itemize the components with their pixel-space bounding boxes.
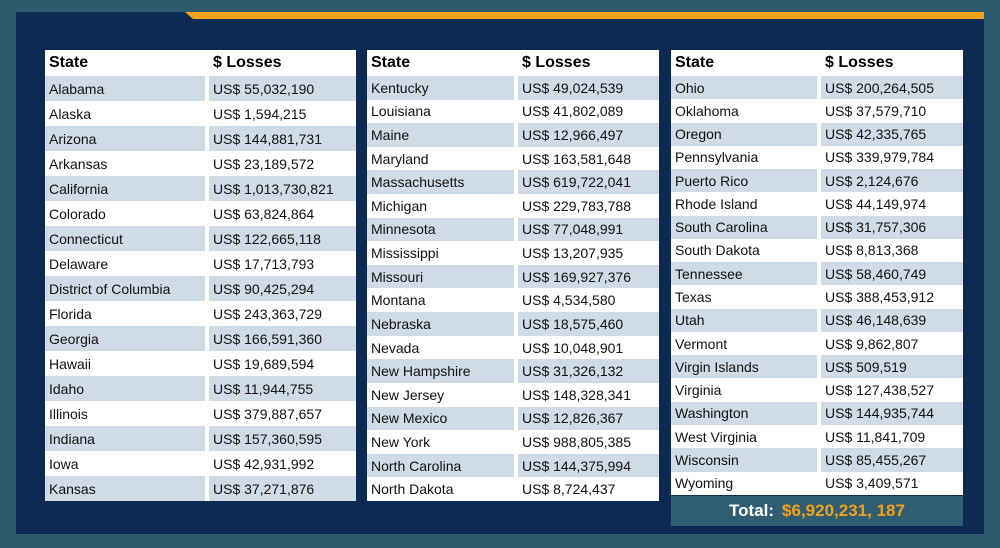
losses-column-header: $ Losses bbox=[518, 50, 659, 76]
losses-cell: US$ 63,824,864 bbox=[213, 205, 315, 222]
losses-cell: US$ 42,335,765 bbox=[821, 123, 963, 146]
total-label: Total: bbox=[729, 501, 775, 520]
losses-cell: US$ 157,360,595 bbox=[209, 426, 356, 451]
losses-table-1 bbox=[45, 50, 356, 501]
state-cell: Utah bbox=[671, 309, 817, 332]
state-cell: Arizona bbox=[45, 126, 205, 151]
state-cell: Tennessee bbox=[671, 262, 817, 285]
table-row bbox=[45, 426, 356, 451]
table-header bbox=[671, 50, 963, 76]
table-row bbox=[45, 476, 356, 501]
losses-cell: US$ 339,979,784 bbox=[825, 149, 934, 166]
state-cell: North Dakota bbox=[371, 481, 454, 498]
losses-cell: US$ 37,579,710 bbox=[825, 102, 927, 119]
losses-cell: US$ 8,724,437 bbox=[522, 481, 616, 498]
losses-cell: US$ 11,944,755 bbox=[209, 376, 356, 401]
state-cell: Florida bbox=[49, 305, 92, 322]
state-cell: New Mexico bbox=[367, 407, 514, 431]
state-column-header: State bbox=[45, 50, 205, 76]
table-row bbox=[45, 201, 356, 226]
state-cell: New Hampshire bbox=[367, 359, 514, 383]
losses-cell: US$ 144,935,744 bbox=[821, 402, 963, 425]
accent-bar bbox=[185, 12, 984, 19]
losses-cell: US$ 49,024,539 bbox=[518, 76, 659, 100]
state-cell: Louisiana bbox=[371, 103, 431, 120]
table-row bbox=[671, 146, 963, 169]
state-cell: Connecticut bbox=[45, 226, 205, 251]
state-cell: Indiana bbox=[45, 426, 205, 451]
state-cell: Arkansas bbox=[49, 155, 108, 172]
table-row bbox=[367, 383, 659, 407]
losses-cell: US$ 31,757,306 bbox=[821, 216, 963, 239]
table-row bbox=[45, 276, 356, 301]
table-row bbox=[45, 301, 356, 326]
state-cell: Kentucky bbox=[367, 76, 514, 100]
state-cell: Montana bbox=[371, 292, 426, 309]
losses-cell: US$ 988,805,385 bbox=[522, 433, 631, 450]
state-cell: Delaware bbox=[49, 255, 109, 272]
losses-cell: US$ 37,271,876 bbox=[209, 476, 356, 501]
table-row bbox=[671, 285, 963, 308]
losses-cell: US$ 44,149,974 bbox=[825, 195, 927, 212]
table-row bbox=[671, 472, 963, 495]
losses-cell: US$ 55,032,190 bbox=[209, 76, 356, 101]
losses-cell: US$ 229,783,788 bbox=[522, 197, 631, 214]
state-cell: Pennsylvania bbox=[675, 149, 759, 166]
losses-cell: US$ 166,591,360 bbox=[209, 326, 356, 351]
losses-cell: US$ 85,455,267 bbox=[821, 448, 963, 471]
state-cell: Mississippi bbox=[371, 245, 439, 262]
table-row bbox=[671, 76, 963, 99]
losses-cell: US$ 13,207,935 bbox=[522, 245, 624, 262]
table-row bbox=[367, 123, 659, 147]
table-row bbox=[367, 454, 659, 478]
table-row bbox=[45, 401, 356, 426]
state-cell: Vermont bbox=[675, 335, 728, 352]
table-row bbox=[671, 169, 963, 192]
table-row bbox=[367, 359, 659, 383]
losses-cell: US$ 127,438,527 bbox=[825, 382, 934, 399]
table-row bbox=[367, 288, 659, 312]
state-cell: Texas bbox=[675, 289, 712, 306]
table-row bbox=[45, 326, 356, 351]
losses-cell: US$ 10,048,901 bbox=[522, 339, 624, 356]
losses-cell: US$ 90,425,294 bbox=[209, 276, 356, 301]
state-cell: Rhode Island bbox=[675, 195, 758, 212]
state-column-header: State bbox=[671, 50, 817, 76]
table-row bbox=[367, 430, 659, 454]
table-row bbox=[367, 407, 659, 431]
losses-cell: US$ 31,326,132 bbox=[518, 359, 659, 383]
table-row bbox=[367, 241, 659, 265]
state-cell: Virgin Islands bbox=[671, 355, 817, 378]
state-cell: West Virginia bbox=[675, 428, 757, 445]
losses-cell: US$ 144,881,731 bbox=[209, 126, 356, 151]
state-cell: Virginia bbox=[675, 382, 722, 399]
table-row bbox=[367, 194, 659, 218]
losses-column-header: $ Losses bbox=[821, 50, 963, 76]
state-cell: District of Columbia bbox=[45, 276, 205, 301]
state-cell: Idaho bbox=[45, 376, 205, 401]
table-row bbox=[671, 332, 963, 355]
state-cell: South Carolina bbox=[671, 216, 817, 239]
state-cell: Colorado bbox=[49, 205, 106, 222]
losses-cell: US$ 3,409,571 bbox=[825, 475, 919, 492]
losses-table-2 bbox=[367, 50, 659, 501]
losses-cell: US$ 163,581,648 bbox=[522, 150, 631, 167]
state-cell: South Dakota bbox=[675, 242, 760, 259]
losses-cell: US$ 169,927,376 bbox=[518, 265, 659, 289]
table-row bbox=[45, 376, 356, 401]
losses-cell: US$ 19,689,594 bbox=[213, 355, 315, 372]
losses-cell: US$ 148,328,341 bbox=[522, 386, 631, 403]
losses-cell: US$ 58,460,749 bbox=[821, 262, 963, 285]
table-row bbox=[45, 176, 356, 201]
state-cell: Nevada bbox=[371, 339, 420, 356]
table-row bbox=[671, 99, 963, 122]
table-row bbox=[367, 170, 659, 194]
state-cell: New Jersey bbox=[371, 386, 445, 403]
table-row bbox=[671, 239, 963, 262]
state-cell: Massachusetts bbox=[367, 170, 514, 194]
table-row bbox=[671, 402, 963, 425]
state-cell: Ohio bbox=[671, 76, 817, 99]
table-row bbox=[367, 265, 659, 289]
table-row bbox=[671, 309, 963, 332]
table-row bbox=[367, 312, 659, 336]
table-row bbox=[367, 100, 659, 124]
table-row bbox=[45, 351, 356, 376]
state-cell: Kansas bbox=[45, 476, 205, 501]
losses-cell: US$ 509,519 bbox=[821, 355, 963, 378]
state-cell: Maine bbox=[367, 123, 514, 147]
table-row bbox=[671, 425, 963, 448]
losses-cell: US$ 144,375,994 bbox=[518, 454, 659, 478]
total-bar bbox=[671, 496, 963, 526]
table-row bbox=[45, 451, 356, 476]
table-row bbox=[367, 477, 659, 501]
table-row bbox=[367, 76, 659, 100]
losses-cell: US$ 77,048,991 bbox=[518, 218, 659, 242]
losses-cell: US$ 9,862,807 bbox=[825, 335, 919, 352]
table-header bbox=[45, 50, 356, 76]
state-cell: New York bbox=[371, 433, 431, 450]
table-row bbox=[367, 336, 659, 360]
losses-cell: US$ 11,841,709 bbox=[825, 428, 926, 445]
state-cell: Georgia bbox=[45, 326, 205, 351]
state-cell: Wisconsin bbox=[671, 448, 817, 471]
losses-cell: US$ 41,802,089 bbox=[522, 103, 624, 120]
table-row bbox=[45, 126, 356, 151]
state-cell: Washington bbox=[671, 402, 817, 425]
losses-cell: US$ 122,665,118 bbox=[209, 226, 356, 251]
losses-cell: US$ 12,966,497 bbox=[518, 123, 659, 147]
losses-cell: US$ 243,363,729 bbox=[213, 305, 322, 322]
state-column-header: State bbox=[367, 50, 514, 76]
losses-column-header: $ Losses bbox=[209, 50, 356, 76]
losses-cell: US$ 46,148,639 bbox=[821, 309, 963, 332]
losses-table-3 bbox=[671, 50, 963, 495]
losses-cell: US$ 379,887,657 bbox=[213, 405, 322, 422]
losses-cell: US$ 17,713,793 bbox=[213, 255, 315, 272]
state-cell: North Carolina bbox=[367, 454, 514, 478]
state-cell: Illinois bbox=[49, 405, 88, 422]
table-row bbox=[45, 76, 356, 101]
table-row bbox=[45, 226, 356, 251]
table-header bbox=[367, 50, 659, 76]
losses-cell: US$ 42,931,992 bbox=[213, 455, 315, 472]
losses-cell: US$ 8,813,368 bbox=[825, 242, 919, 259]
state-cell: Nebraska bbox=[367, 312, 514, 336]
losses-cell: US$ 18,575,460 bbox=[518, 312, 659, 336]
table-row bbox=[671, 355, 963, 378]
state-cell: Puerto Rico bbox=[671, 169, 817, 192]
state-cell: Wyoming bbox=[675, 475, 734, 492]
table-row bbox=[367, 147, 659, 171]
table-row bbox=[45, 151, 356, 176]
state-cell: Alaska bbox=[49, 105, 92, 122]
losses-cell: US$ 4,534,580 bbox=[522, 292, 616, 309]
state-cell: Missouri bbox=[367, 265, 514, 289]
state-cell: Maryland bbox=[371, 150, 429, 167]
losses-cell: US$ 619,722,041 bbox=[518, 170, 659, 194]
table-row bbox=[367, 218, 659, 242]
losses-cell: US$ 1,594,215 bbox=[213, 105, 307, 122]
state-cell: California bbox=[45, 176, 205, 201]
table-row bbox=[671, 378, 963, 401]
state-cell: Oregon bbox=[671, 123, 817, 146]
state-cell: Iowa bbox=[49, 455, 79, 472]
table-row bbox=[45, 101, 356, 126]
state-cell: Oklahoma bbox=[675, 102, 739, 119]
table-row bbox=[671, 262, 963, 285]
state-cell: Michigan bbox=[371, 197, 428, 214]
table-row bbox=[45, 251, 356, 276]
losses-cell: US$ 12,826,367 bbox=[518, 407, 659, 431]
table-row bbox=[671, 216, 963, 239]
losses-cell: US$ 200,264,505 bbox=[821, 76, 963, 99]
total-value: $6,920,231, 187 bbox=[782, 501, 905, 520]
table-row bbox=[671, 123, 963, 146]
state-cell: Hawaii bbox=[49, 355, 92, 372]
table-row bbox=[671, 192, 963, 215]
losses-cell: US$ 1,013,730,821 bbox=[209, 176, 356, 201]
losses-cell: US$ 23,189,572 bbox=[213, 155, 315, 172]
losses-cell: US$ 388,453,912 bbox=[825, 289, 934, 306]
losses-cell: US$ 2,124,676 bbox=[821, 169, 963, 192]
table-row bbox=[671, 448, 963, 471]
state-cell: Minnesota bbox=[367, 218, 514, 242]
state-cell: Alabama bbox=[45, 76, 205, 101]
